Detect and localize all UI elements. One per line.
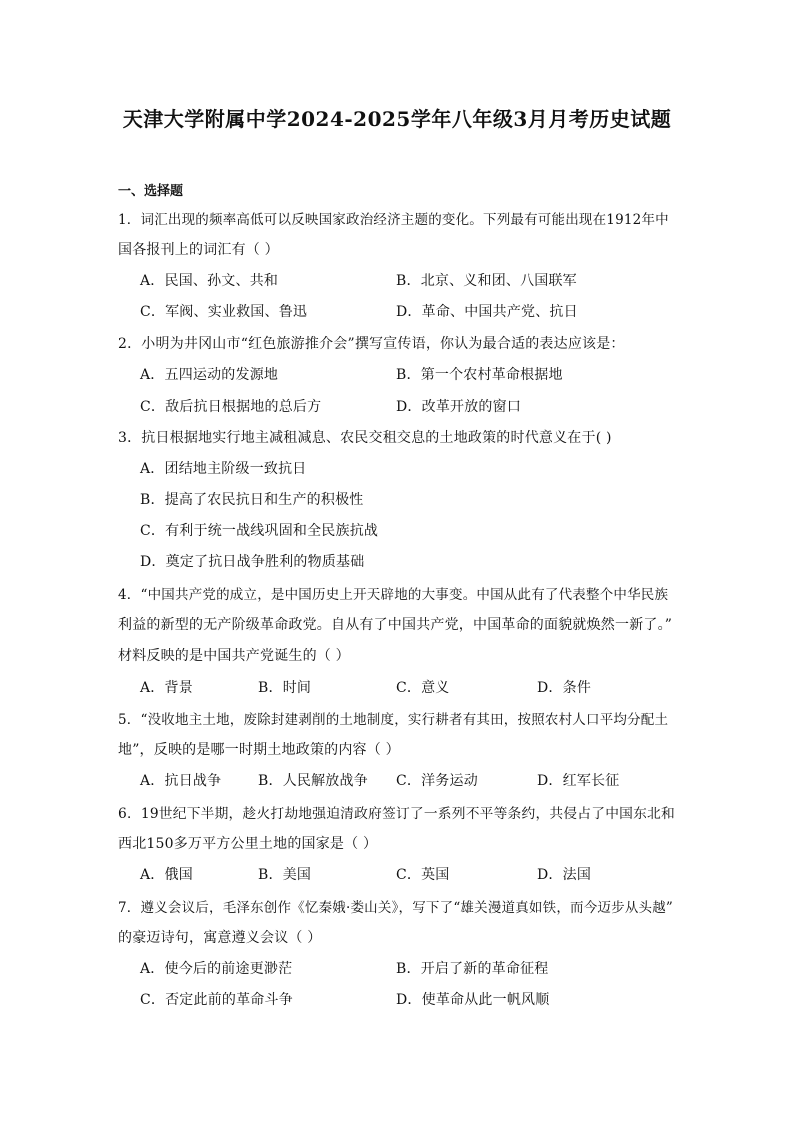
question-7-option-c: C．否定此前的革命斗争 (140, 992, 293, 1008)
question-7-option-b: B．开启了新的革命征程 (396, 961, 549, 977)
question-1-text-line-1: 1．词汇出现的频率高低可以反映国家政治经济主题的变化。下列最有可能出现在1912年中 (118, 212, 669, 228)
question-5-option-b: B．人民解放战争 (258, 773, 368, 789)
question-4-text-line-3: 材料反映的是中国共产党诞生的（ ） (118, 648, 350, 664)
question-7-option-a: A．使今后的前途更渺茫 (140, 961, 293, 977)
exam-title: 天津大学附属中学2024-2025学年八年级3月月考历史试题 (122, 107, 672, 131)
question-1-option-d: D．革命、中国共产党、抗日 (396, 304, 578, 320)
question-7-text-line-2: 的豪迈诗句，寓意遵义会议（ ） (118, 930, 322, 946)
question-3-option-c: C．有利于统一战线巩固和全民族抗战 (140, 523, 379, 539)
question-7-option-d: D．使革命从此一帆风顺 (396, 992, 550, 1008)
question-2-option-a: A．五四运动的发源地 (140, 367, 279, 383)
question-4-option-d: D．条件 (537, 680, 592, 696)
question-6-option-b: B．美国 (258, 867, 312, 883)
question-6-text-line-1: 6．19世纪下半期，趁火打劫地强迫清政府签订了一系列不平等条约，共侵占了中国东北和 (118, 806, 675, 822)
question-2-text-line-1: 2．小明为井冈山市“红色旅游推介会”撰写宣传语，你认为最合适的表达应该是： (118, 336, 625, 352)
question-6-text-line-2: 西北150多万平方公里土地的国家是（ ） (118, 836, 378, 852)
question-5-option-d: D．红军长征 (537, 773, 620, 789)
section-heading: 一、选择题 (118, 184, 184, 199)
question-5-option-a: A．抗日战争 (140, 773, 222, 789)
question-1-option-a: A．民国、孙文、共和 (140, 273, 279, 289)
question-5-text-line-2: 地”，反映的是哪一时期土地政策的内容（ ） (118, 742, 400, 758)
question-1-option-b: B．北京、义和团、八国联军 (396, 273, 577, 289)
question-2-option-b: B．第一个农村革命根据地 (396, 367, 563, 383)
question-6-option-d: D．法国 (537, 867, 592, 883)
question-6-option-c: C．英国 (396, 867, 450, 883)
question-4-option-b: B．时间 (258, 680, 312, 696)
question-1-text-line-2: 国各报刊上的词汇有（ ） (118, 242, 279, 258)
question-2-option-d: D．改革开放的窗口 (396, 399, 522, 415)
question-4-text-line-1: 4．“中国共产党的成立，是中国历史上开天辟地的大事变。中国从此有了代表整个中华民族 (118, 587, 669, 603)
question-3-option-a: A．团结地主阶级一致抗日 (140, 461, 307, 477)
question-4-option-c: C．意义 (396, 680, 450, 696)
question-1-option-c: C．军阀、实业救国、鲁迅 (140, 304, 308, 320)
question-5-option-c: C．洋务运动 (396, 773, 478, 789)
question-4-text-line-2: 利益的新型的无产阶级革命政党。自从有了中国共产党，中国革命的面貌就焕然一新了。” (118, 617, 673, 633)
question-2-option-c: C．敌后抗日根据地的总后方 (140, 399, 322, 415)
question-5-text-line-1: 5．“没收地主土地，废除封建剥削的土地制度，实行耕者有其田，按照农村人口平均分配土 (118, 712, 669, 728)
question-4-option-a: A．背景 (140, 680, 193, 696)
question-6-option-a: A．俄国 (140, 867, 193, 883)
question-3-text-line-1: 3．抗日根据地实行地主减租减息、农民交租交息的土地政策的时代意义在于( ) (118, 430, 612, 446)
question-3-option-b: B．提高了农民抗日和生产的积极性 (140, 492, 364, 508)
question-7-text-line-1: 7．遵义会议后，毛泽东创作《忆秦娥·娄山关》，写下了“雄关漫道真如铁，而今迈步从头越” (118, 900, 674, 916)
question-3-option-d: D．奠定了抗日战争胜利的物质基础 (140, 554, 365, 570)
